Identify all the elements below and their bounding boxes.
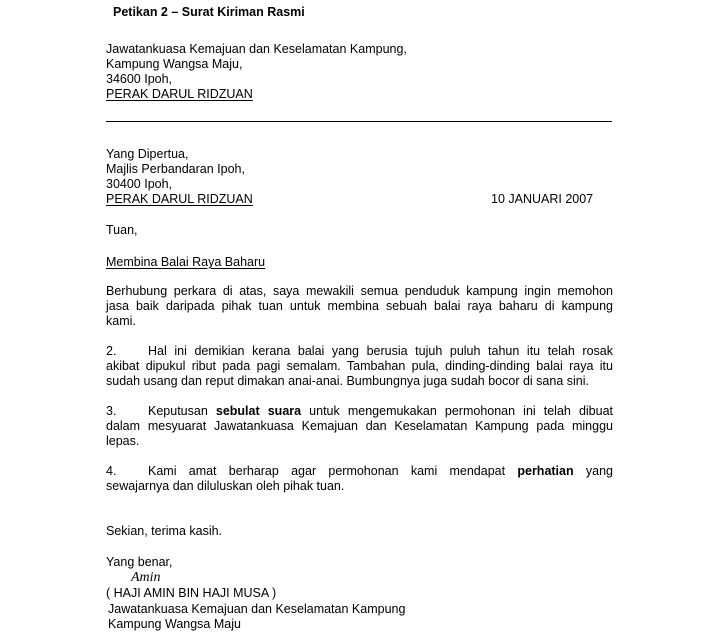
paragraph-3-line-3: lepas. <box>106 434 140 448</box>
paragraph-1-line-2: jasa baik daripada pihak tuan untuk membina sebuah balai raya baharu di kampung <box>106 299 613 313</box>
sender-line-4: PERAK DARUL RIDZUAN <box>106 87 253 101</box>
recipient-line-2: Majlis Perbandaran Ipoh, <box>106 162 245 176</box>
recipient-line-1: Yang Dipertua, <box>106 147 189 161</box>
paragraph-2 <box>106 344 613 389</box>
paragraph-2-line-1 <box>106 344 613 359</box>
paragraph-2-line-1-text: Hal ini demikian kerana balai yang berusia tujuh puluh tahun itu telah rosak <box>148 344 613 358</box>
paragraph-3-number: 3. <box>106 404 117 418</box>
sender-line-1: Jawatankuasa Kemajuan dan Keselamatan Kampung, <box>106 42 407 56</box>
recipient-line-4: PERAK DARUL RIDZUAN <box>106 192 253 206</box>
paragraph-1-line-3: kami. <box>106 314 136 328</box>
paragraph-3-bold-phrase: sebulat suara <box>215 404 302 418</box>
signer-place: Kampung Wangsa Maju <box>108 617 241 631</box>
letter-date: 10 JANUARI 2007 <box>491 192 594 206</box>
sender-line-2: Kampung Wangsa Maju, <box>106 57 243 71</box>
salutation: Tuan, <box>106 223 138 237</box>
paragraph-4-bold-word: perhatian <box>517 464 574 478</box>
paragraph-2-line-3: sudah usang dan reput dimakan anai-anai. Bumbungnya juga sudah bocor di sana sini. <box>106 374 589 388</box>
divider-line <box>106 121 612 122</box>
paragraph-4-line-1 <box>106 464 613 479</box>
recipient-line-3: 30400 Ipoh, <box>106 177 173 191</box>
signer-name: ( HAJI AMIN BIN HAJI MUSA ) <box>106 586 277 600</box>
paragraph-4-line-2: sewajarnya dan diluluskan oleh pihak tuan. <box>106 479 345 493</box>
paragraph-4-line-1c: yang <box>573 464 613 478</box>
paragraph-3 <box>106 404 613 449</box>
paragraph-1 <box>106 284 613 329</box>
signature: Amin <box>131 570 161 585</box>
paragraph-1-line-1: Berhubung perkara di atas, saya mewakili semua penduduk kampung ingin memohon <box>106 284 613 298</box>
document-title: Petikan 2 – Surat Kiriman Rasmi <box>113 5 305 19</box>
signoff-text: Yang benar, <box>106 555 173 569</box>
paragraph-3-line-1 <box>106 404 613 419</box>
paragraph-4-line-1a: Kami amat berharap agar permohonan kami mendapat <box>148 464 518 478</box>
paragraph-4 <box>106 464 613 494</box>
closing-text: Sekian, terima kasih. <box>106 524 223 538</box>
paragraph-4-number: 4. <box>106 464 117 478</box>
paragraph-3-line-1a: Keputusan <box>148 404 216 418</box>
subject-heading: Membina Balai Raya Baharu <box>106 255 266 269</box>
signer-organization: Jawatankuasa Kemajuan dan Keselamatan Kampung <box>108 602 406 616</box>
sender-line-3: 34600 Ipoh, <box>106 72 173 86</box>
paragraph-2-number: 2. <box>106 344 117 358</box>
paragraph-3-line-1c: untuk mengemukakan permohonan ini telah dibuat <box>301 404 614 418</box>
paragraph-3-line-2: dalam mesyuarat Jawatankuasa Kemajuan dan Keselamatan Kampung pada minggu <box>106 419 613 433</box>
paragraph-2-line-2: akibat dipukul ribut pada pagi semalam. Tambahan pula, dinding-dinding balai raya itu <box>106 359 613 373</box>
